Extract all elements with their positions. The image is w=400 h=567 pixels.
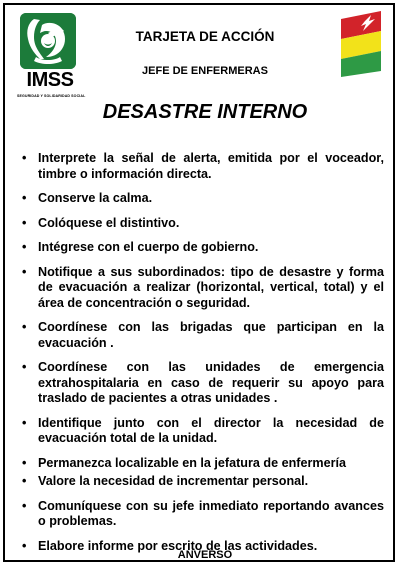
card-subtitle: JEFE DE ENFERMERAS: [142, 65, 268, 77]
main-heading: DESASTRE INTERNO: [102, 101, 308, 123]
list-item-text: Coordínese con las brigadas que participan en la evacuación .: [38, 320, 384, 350]
list-item: [22, 240, 384, 256]
list-item-text: Intégrese con el cuerpo de gobierno.: [38, 240, 259, 254]
imss-logo: [19, 13, 91, 101]
flag-emblem-icon: [339, 11, 383, 77]
list-item-text: Permanezca localizable en la jefatura de enfermería: [38, 455, 346, 470]
bullet: •: [22, 455, 27, 470]
logo-brand: IMSS: [26, 69, 74, 91]
imss-emblem-icon: [20, 13, 76, 69]
list-item: [22, 499, 384, 530]
list-item: [22, 320, 384, 351]
bullet: •: [22, 191, 27, 205]
list-item: [22, 216, 384, 232]
list-item: [22, 191, 384, 207]
list-item-text: Elabore informe por escrito de las actividades.: [38, 538, 318, 553]
list-item: [22, 360, 384, 407]
list-item-text: Conserve la calma.: [38, 191, 153, 205]
card-title: TARJETA DE ACCIÓN: [135, 29, 275, 44]
bullet: •: [22, 415, 27, 430]
list-item: [22, 474, 384, 490]
list-item: [22, 416, 384, 447]
action-card: [3, 3, 395, 562]
logo-tagline: SEGURIDAD Y SOLIDARIDAD SOCIAL: [17, 94, 86, 98]
bullet: •: [22, 538, 27, 553]
bullet: •: [22, 320, 27, 334]
list-item: [22, 456, 384, 472]
list-item-text: Colóquese el distintivo.: [38, 215, 180, 230]
bullet: •: [22, 498, 27, 513]
instruction-list: [22, 151, 384, 563]
bullet: •: [22, 264, 27, 279]
bullet: •: [22, 151, 27, 165]
footer-label: ANVERSO: [177, 549, 233, 561]
list-item-text: Coordínese con las unidades de emergencia extrahospitalaria en caso de requerir su apoyo para traslado de pacientes a otras unidades .: [38, 360, 384, 405]
bullet: •: [22, 215, 27, 230]
bullet: •: [22, 240, 27, 254]
list-item: [22, 265, 384, 312]
bullet: •: [22, 474, 27, 488]
list-item-text: Identifique junto con el director la necesidad de evacuación total de la unidad.: [38, 415, 384, 445]
list-item-text: Valore la necesidad de incrementar personal.: [38, 474, 309, 488]
list-item-text: Notifique a sus subordinados: tipo de desastre y forma de evacuación a realizar (horizontal, vertical, total) y el área de concentración o seguridad.: [38, 264, 384, 310]
list-item-text: Comuníquese con su jefe inmediato reportando avances o problemas.: [38, 498, 384, 528]
list-item: [22, 151, 384, 182]
bullet: •: [22, 360, 27, 374]
list-item-text: Interprete la señal de alerta, emitida por el voceador, timbre o información directa.: [38, 151, 384, 181]
